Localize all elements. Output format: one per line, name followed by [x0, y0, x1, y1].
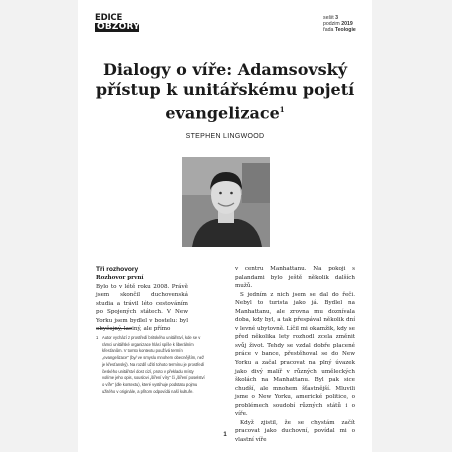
col2-paragraph-3: Když zjistil, že se chystám začít pracovat jako duchovní, povídal mi o vlastní víře	[235, 419, 355, 443]
article-title	[78, 60, 372, 123]
publisher-logo	[95, 14, 139, 33]
document-page	[78, 0, 372, 452]
series-label: řada	[323, 27, 334, 34]
subheading: Rozhovor první	[96, 275, 144, 281]
paragraph-1: Bylo to v létě roku 2008. Právě jsem skončil duchovenská studia a trávil léto cestováním po Spojených státech. V New Yorku jsem bydlel v bostelu: byl obyčejný, laciný, ale přímo	[96, 283, 188, 333]
issue-number: 3	[335, 15, 339, 21]
logo-line-2: OBZORY	[97, 22, 140, 32]
section-heading: Tři rozhovory	[96, 266, 139, 273]
left-column	[78, 265, 188, 334]
footnote-divider	[96, 328, 132, 329]
footnote	[96, 335, 206, 395]
article-title-text: Dialogy o víře: Adamsovský přístup k unitářskému pojetí evangelizace	[95, 60, 355, 123]
season: podzim	[323, 21, 340, 28]
author-portrait-image	[182, 157, 270, 247]
issue-meta	[323, 15, 356, 34]
year: 2019	[341, 21, 353, 28]
series-name: Teologie	[334, 27, 356, 34]
issue-label: sešit	[323, 15, 334, 21]
footnote-text: Autor vychází z prostředí britského unitářství, kde se v rámci unitářské organizace hlásí spíše k liberálním křesťanům. V tomto kontextu používá termín „evangelizace" (by/ ve smyslu mnohem obecnějším, než je křesťanský). Na rozdíl užití tohoto termínu je prostředí českého unitářství dost cizí, proto v překladu místy volíme jeho opis, souslovi „šíření víry" či „šíření poselství o víře" (dle kontextu), které vystihuje podstatu pojmu užitého v originále, a přitom odpovídá naší kultuře.	[102, 335, 205, 394]
author-photo	[182, 157, 270, 247]
article-author: STEPHEN LINGWOOD	[185, 133, 265, 140]
right-column	[235, 265, 355, 444]
logo-line-1: EDICE	[95, 14, 139, 23]
col2-paragraph-2: S jedním z nich jsem se dal do řeči. Nebyl to turista jako já. Bydlel na Manhattanu, ale zrovna mu doznívala doba, kdy byl, a tak přespával několik dní v levné ubytovně. Líčil mi okamžik, kdy se před několika lety rozhodl zcela změnit svůj život. Tehdy se vzdal dobře placené práce v bance, přestěhoval se do New Yorku a začal pracovat na plný úvazek jako divý malíř v různých uměleckých školách na Manhattanu. Byl pak sice chudší, ale mnohem šťastnější. Mluvili jsme o New Yorku, americké politice, o problémech soudobí různých států i o víře.	[235, 291, 355, 418]
title-footnote-mark: 1	[279, 105, 285, 114]
footnote-number: 1	[96, 335, 99, 340]
page-number: 1	[223, 432, 227, 438]
col2-paragraph-1: v centru Manhattanu. Na pokoji s palandami bylo ještě několik dalších mužů.	[235, 266, 355, 290]
